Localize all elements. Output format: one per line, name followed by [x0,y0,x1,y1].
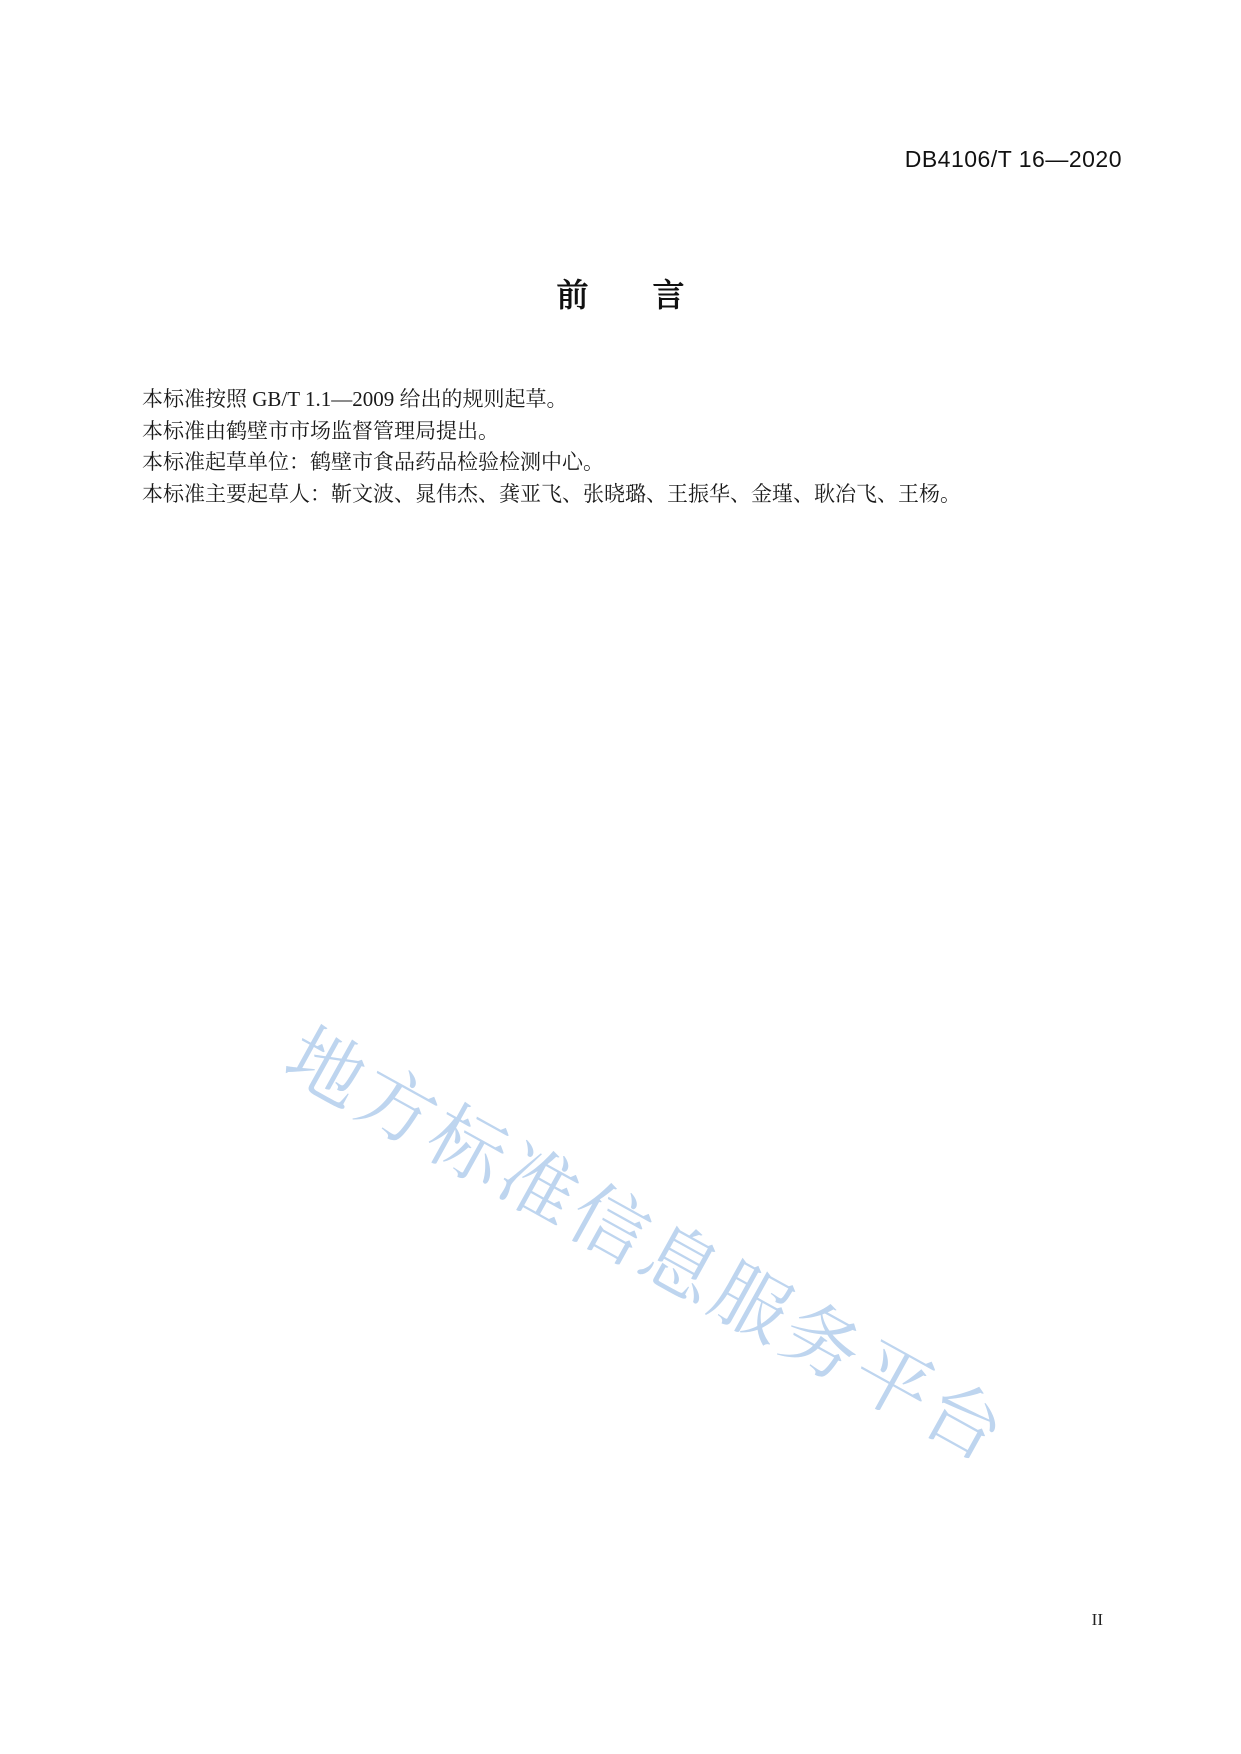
paragraph-rule-basis: 本标准按照 GB/T 1.1—2009 给出的规则起草。 [142,387,568,411]
standard-number: DB4106/T 16—2020 [904,146,1122,172]
page-number: II [1091,1610,1103,1629]
paragraph-drafters: 本标准主要起草人：靳文波、晁伟杰、龚亚飞、张晓璐、王振华、金瑾、耿冶飞、王杨。 [142,482,961,507]
paragraph-drafting-unit: 本标准起草单位：鹤壁市食品药品检验检测中心。 [142,450,604,475]
page-title: 前 言 [556,277,685,313]
paragraph-proposer: 本标准由鹤壁市市场监督管理局提出。 [142,418,499,443]
watermark-text: 地方标准信息服务平台 [271,1013,1021,1480]
foreword-body [142,384,1123,511]
